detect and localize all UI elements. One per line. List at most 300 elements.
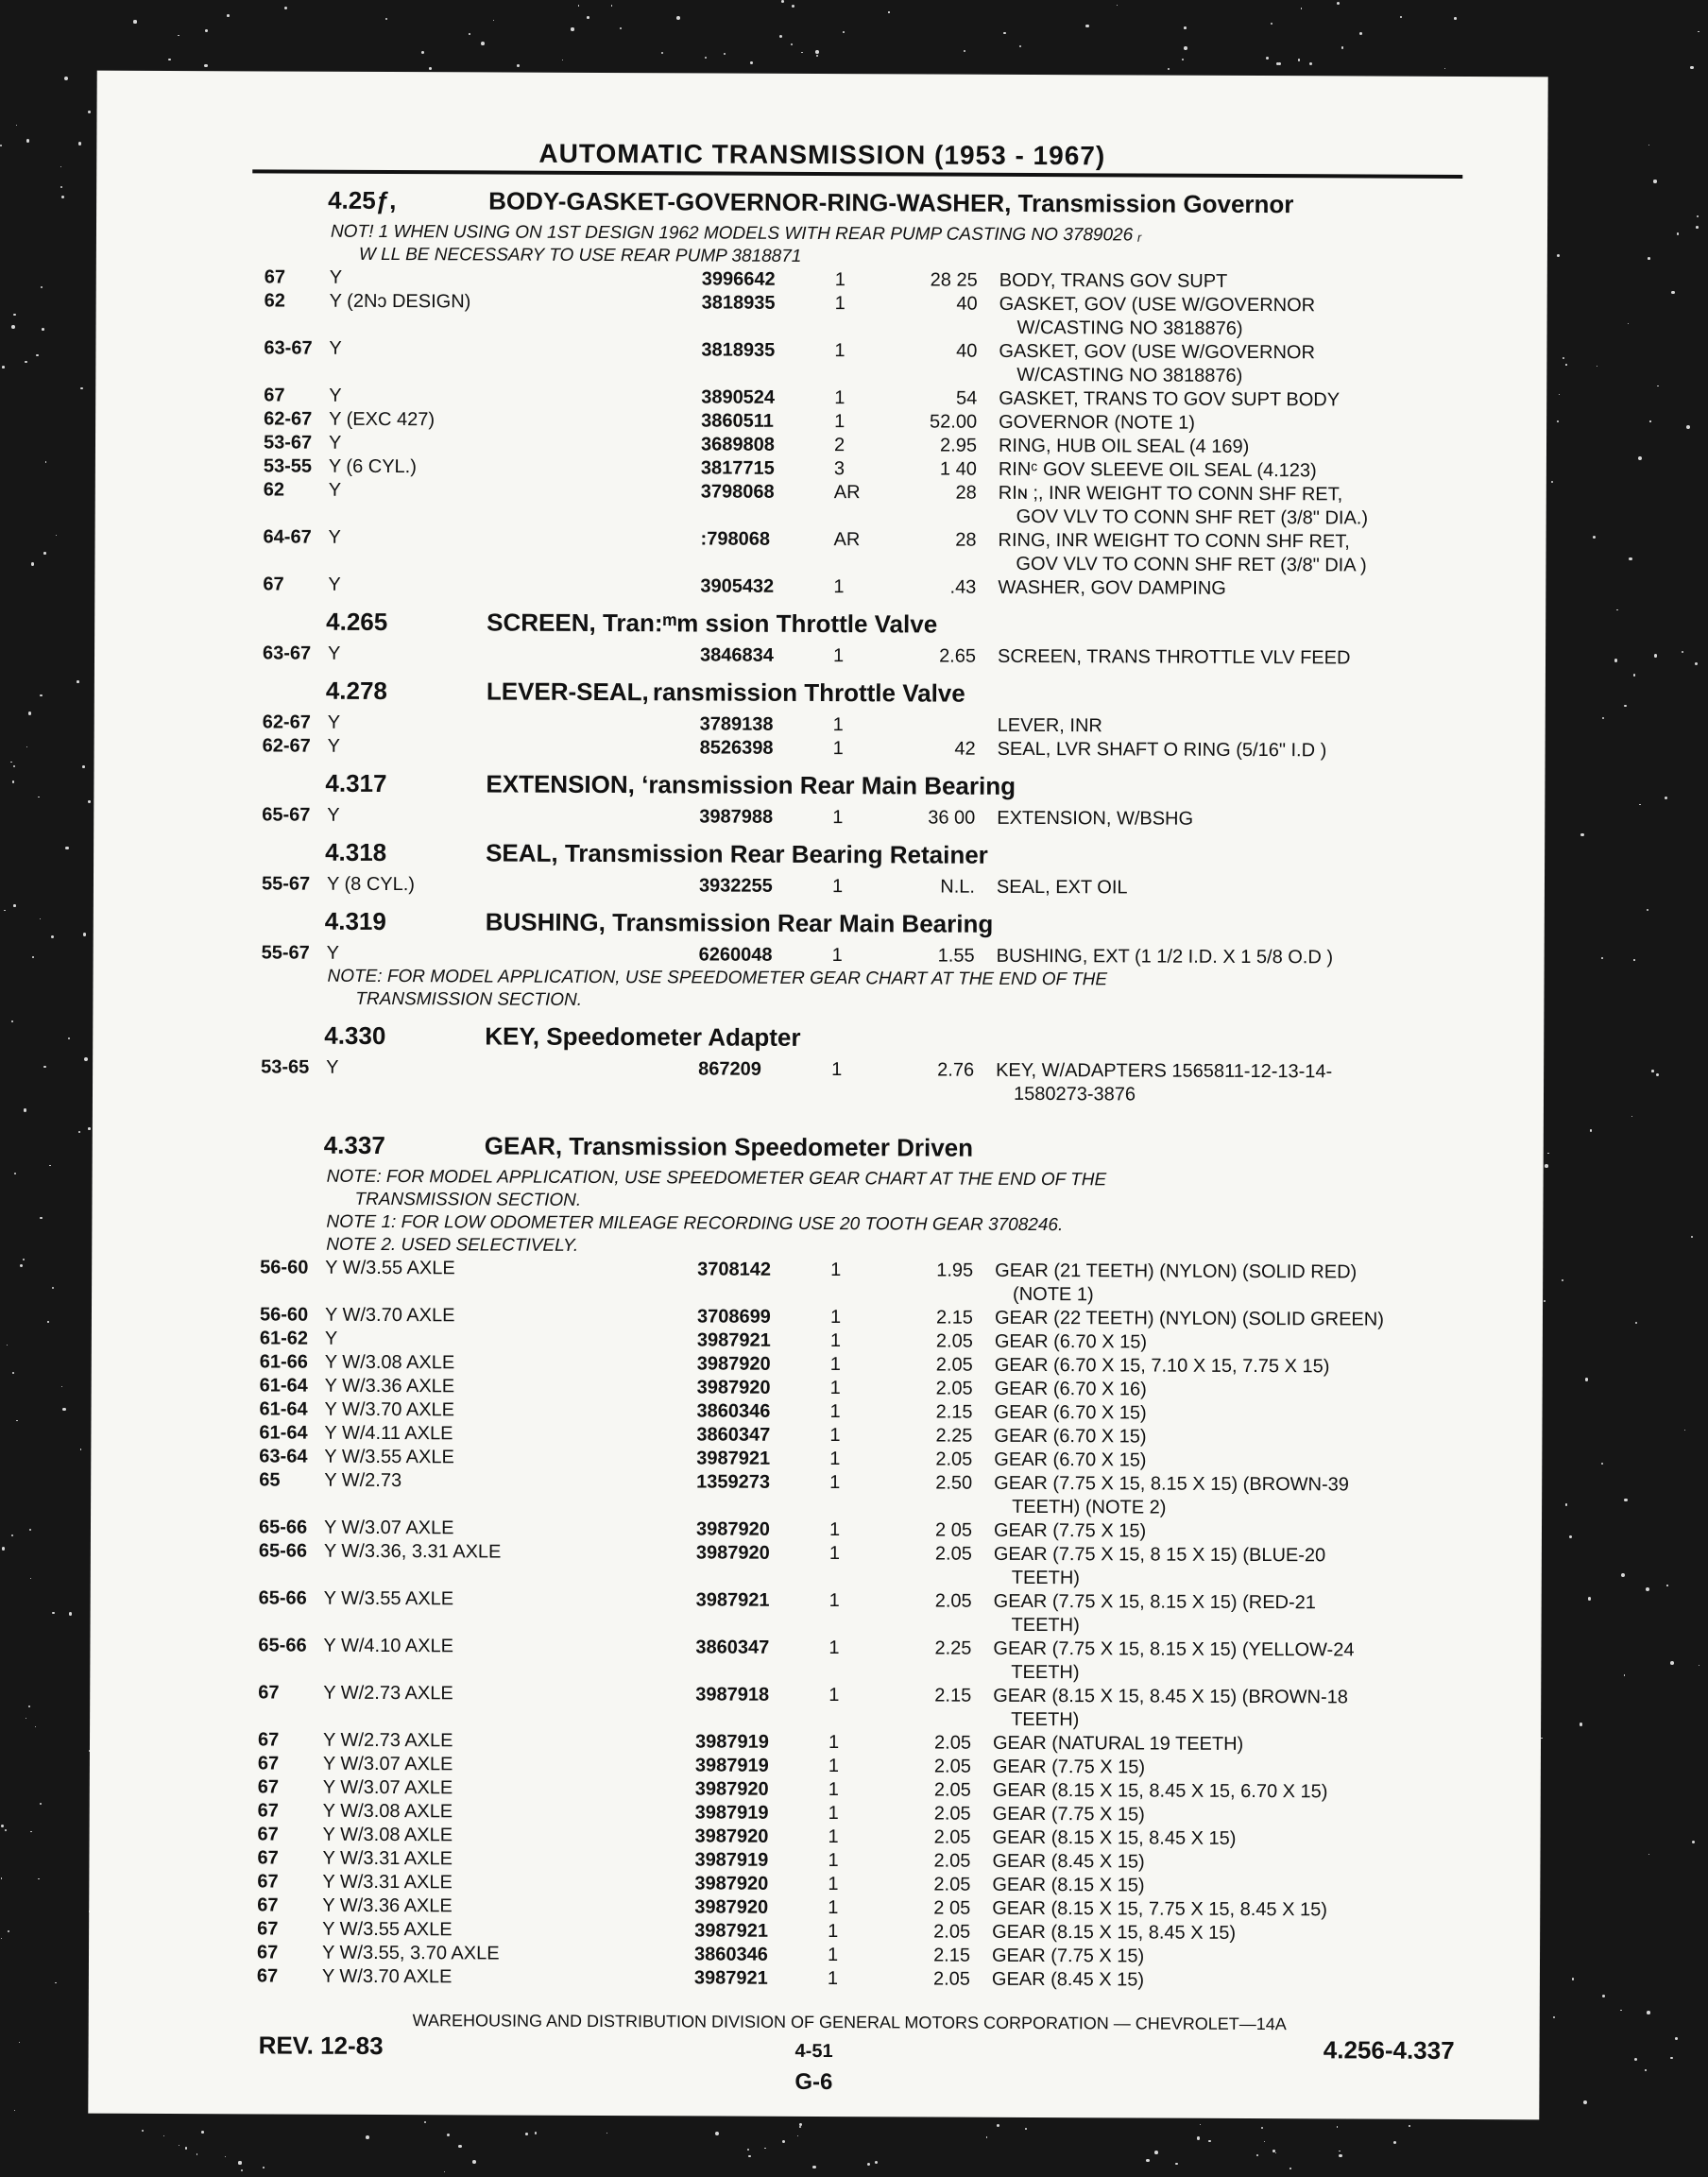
part-number: 3987920 (694, 1778, 769, 1800)
application: Y W/3.70 AXLE (324, 1398, 455, 1421)
scan-noise-speck (1670, 1661, 1674, 1665)
description-cont: (NOTE 1) (1013, 1283, 1094, 1306)
scan-noise-speck (444, 2171, 445, 2172)
scan-noise-speck (1271, 23, 1272, 25)
scan-noise-speck (26, 139, 29, 142)
scan-noise-speck (43, 1066, 45, 1068)
description-cont: TEETH) (1011, 1614, 1080, 1637)
part-number: 3987920 (694, 1873, 769, 1894)
scan-noise-speck (867, 2163, 870, 2166)
application: Y W/3.70 AXLE (321, 1965, 453, 1988)
application: Y W/2.73 AXLE (323, 1682, 453, 1705)
scan-noise-speck (1175, 2163, 1177, 2165)
scan-noise-speck (1168, 68, 1170, 70)
scan-noise-speck (1569, 1535, 1572, 1538)
quantity: 1 (830, 1260, 842, 1281)
part-number: 3846834 (699, 644, 774, 666)
part-number: 3987920 (695, 1518, 770, 1540)
year-range: 62-67 (262, 735, 311, 757)
scan-noise-speck (1665, 797, 1667, 799)
quantity: 1 (831, 945, 843, 967)
part-number: 3860347 (695, 1637, 770, 1658)
price: 2.25 (934, 1637, 972, 1659)
part-number: 8526398 (699, 737, 774, 759)
price: 2 05 (933, 1897, 971, 1919)
price: 2.15 (933, 1945, 971, 1966)
price: 2.15 (935, 1401, 973, 1423)
price: 2.05 (934, 1732, 972, 1754)
scan-noise-speck (168, 59, 170, 60)
section-heading (261, 1123, 1560, 1171)
scan-noise-speck (1646, 1587, 1649, 1591)
scan-noise-speck (661, 52, 663, 54)
scan-noise-speck (60, 166, 61, 167)
scan-noise-speck (1, 1938, 3, 1940)
year-range: 61-64 (259, 1375, 308, 1397)
scan-noise-speck (32, 956, 34, 958)
scan-noise-speck (69, 1612, 73, 1616)
scan-noise-speck (1553, 2016, 1555, 2018)
description: BODY, TRANS GOV SUPT (999, 269, 1228, 292)
description: RIɴ ;, INR WEIGHT TO CONN SHF RET, (998, 482, 1343, 506)
scan-noise-speck (16, 125, 18, 127)
table-row (263, 525, 1562, 578)
application: Y W/3.55, 3.70 AXLE (321, 1942, 500, 1964)
part-number: 3818935 (701, 339, 776, 361)
year-range: 67 (258, 1682, 280, 1704)
scan-noise-speck (472, 2160, 476, 2164)
year-range: 62-67 (262, 711, 311, 733)
scan-noise-speck (31, 562, 35, 566)
price: 2.05 (933, 1921, 971, 1943)
description: GEAR (8.15 X 15, 7.75 X 15, 8.45 X 15) (992, 1897, 1327, 1921)
description-cont: TEETH) (1011, 1661, 1080, 1684)
quantity: 1 (828, 1826, 839, 1848)
scan-noise-speck (606, 2133, 607, 2134)
application: Y (329, 337, 342, 359)
scan-noise-speck (1666, 1585, 1667, 1586)
year-range: 63-67 (262, 643, 312, 664)
scan-noise-speck (5, 1829, 7, 1831)
scan-noise-speck (1278, 62, 1281, 65)
section-title: EXTENSION, ‘ransmission Rear Main Bearing (486, 769, 1016, 800)
quantity: AR (833, 529, 861, 551)
scan-noise-speck (35, 1726, 36, 1727)
scan-noise-speck (1686, 425, 1690, 429)
year-range: 67 (257, 1824, 279, 1845)
part-number: 3987921 (694, 1920, 769, 1942)
scan-noise-speck (43, 552, 45, 554)
scan-noise-speck (571, 27, 573, 30)
scan-noise-speck (55, 1982, 56, 1983)
quantity: 1 (834, 411, 845, 433)
description: GEAR (7.75 X 15, 8 15 X 15) (BLUE-20 (993, 1543, 1326, 1567)
application: Y W/3.08 AXLE (322, 1800, 453, 1823)
scan-noise-speck (1393, 2141, 1396, 2144)
scan-noise-speck (1629, 557, 1632, 561)
part-number: 3708142 (697, 1259, 772, 1280)
footer-section-range: 4.256-4.337 (1323, 2035, 1455, 2065)
scan-noise-speck (61, 1386, 62, 1387)
scan-noise-speck (676, 16, 680, 20)
scan-noise-speck (11, 1020, 13, 1022)
part-number: 3987920 (694, 1896, 769, 1918)
scan-noise-speck (1697, 215, 1699, 217)
scan-noise-speck (40, 918, 41, 919)
year-range: 67 (257, 1800, 279, 1822)
scan-noise-speck (10, 762, 12, 763)
price: 1.95 (936, 1260, 974, 1281)
scan-noise-speck (227, 14, 230, 17)
part-number: 3987919 (694, 1849, 769, 1871)
price: 2.05 (933, 1850, 971, 1872)
scan-noise-speck (1601, 957, 1603, 959)
scan-noise-speck (12, 1372, 14, 1374)
note-text: NOTE 1: FOR LOW ODOMETER MILEAGE RECORDING USE 20 TOOTH GEAR 3708246. (326, 1211, 1064, 1236)
application: Y (EXC 427) (329, 408, 436, 431)
section-title: BUSHING, Transmission Rear Main Bearing (485, 907, 994, 938)
description: GOVERNOR (NOTE 1) (999, 411, 1195, 434)
section-heading (262, 831, 1561, 878)
price: 2.05 (933, 1874, 971, 1895)
year-range: 65 (259, 1469, 281, 1491)
scan-noise-speck (1647, 909, 1648, 911)
scan-noise-speck (1691, 1236, 1694, 1239)
application: Y (328, 574, 341, 595)
scan-noise-speck (1580, 833, 1584, 837)
quantity: 1 (829, 1448, 841, 1470)
scan-noise-speck (2, 1547, 6, 1551)
scan-noise-speck (205, 29, 208, 32)
scan-noise-speck (1651, 1070, 1654, 1072)
application: Y W/3.08 AXLE (322, 1824, 453, 1846)
scan-noise-speck (49, 1165, 51, 1167)
price: 52.00 (929, 411, 978, 433)
scan-noise-speck (40, 694, 43, 697)
scan-noise-speck (62, 1408, 65, 1411)
section-heading (263, 669, 1562, 716)
scan-noise-speck (1638, 456, 1642, 460)
description: GEAR (NATURAL 19 TEETH) (992, 1732, 1244, 1755)
scan-noise-speck (61, 196, 64, 198)
section-title-cont: ransmission Throttle Valve (652, 677, 965, 708)
scan-noise-speck (964, 50, 966, 53)
scan-noise-speck (1684, 1430, 1685, 1431)
scan-noise-speck (997, 2124, 999, 2127)
scan-noise-speck (1, 1825, 4, 1827)
year-range: 65-66 (258, 1517, 308, 1538)
scan-noise-speck (1025, 2128, 1027, 2130)
scan-noise-speck (1634, 2058, 1637, 2061)
scan-noise-speck (88, 1127, 91, 1130)
price: 42 (954, 738, 976, 760)
section-number: 4.319 (324, 906, 386, 936)
scan-noise-speck (225, 2156, 226, 2157)
scan-noise-speck (1208, 2140, 1211, 2143)
application: Y (2Nɔ DESIGN) (329, 290, 471, 313)
section-number: 4.317 (325, 768, 387, 798)
scan-noise-speck (1580, 1723, 1583, 1726)
page-title: AUTOMATIC TRANSMISSION (1953 - 1967) (538, 138, 1106, 171)
scan-noise-speck (83, 933, 87, 936)
part-number: 3987920 (696, 1353, 771, 1375)
description: GEAR (6.70 X 15, 7.10 X 15, 7.75 X 15) (994, 1354, 1330, 1378)
scan-noise-speck (1184, 26, 1187, 29)
section-title: GEAR, Transmission Speedometer Driven (484, 1131, 974, 1162)
scan-noise-speck (1266, 57, 1269, 60)
year-range: 67 (257, 1871, 279, 1893)
quantity: 1 (828, 1543, 841, 1565)
scan-noise-speck (578, 5, 579, 6)
description-cont: GOV VLV TO CONN SHF RET (3/8" DIA ) (1016, 553, 1367, 576)
description: RING, HUB OIL SEAL (4 169) (998, 435, 1250, 457)
quantity: 1 (828, 1685, 840, 1706)
price: 2.05 (935, 1354, 973, 1376)
part-number: 3987919 (694, 1755, 769, 1776)
scan-noise-speck (1690, 66, 1693, 69)
scan-noise-speck (13, 765, 15, 767)
scan-noise-speck (56, 535, 57, 536)
scan-noise-speck (587, 16, 589, 19)
price: 2.05 (933, 1779, 971, 1801)
scan-noise-speck (779, 35, 782, 38)
description: GEAR (8.15 X 15, 8.45 X 15, 6.70 X 15) (992, 1779, 1328, 1803)
scan-noise-speck (263, 2167, 265, 2168)
scan-noise-speck (1565, 364, 1567, 366)
scan-noise-speck (1590, 1129, 1592, 1131)
section-number: 4.330 (324, 1020, 386, 1051)
description-cont: W/CASTING NO 3818876) (1016, 364, 1243, 386)
scan-noise-speck (23, 1259, 25, 1260)
year-range: 55-67 (261, 942, 310, 964)
description: GEAR (21 TEETH) (NYLON) (SOLID RED) (995, 1260, 1358, 1283)
scan-noise-speck (815, 50, 819, 54)
quantity: 1 (829, 1401, 841, 1423)
scan-noise-speck (1698, 31, 1699, 32)
price: 2 05 (935, 1519, 973, 1541)
part-number: 3987921 (693, 1967, 768, 1989)
application: Y W/3.55 AXLE (323, 1587, 454, 1610)
scan-noise-speck (429, 67, 432, 70)
document-page (88, 71, 1547, 2120)
scan-noise-speck (611, 5, 613, 7)
scan-noise-speck (142, 2130, 145, 2133)
section-heading (263, 600, 1562, 647)
year-range: 67 (257, 1753, 280, 1774)
scan-noise-speck (1682, 651, 1683, 653)
application: Y (327, 643, 341, 664)
table-row (259, 1468, 1558, 1521)
scan-noise-speck (1275, 2152, 1276, 2153)
price: .43 (949, 576, 977, 598)
year-range: 67 (256, 1942, 279, 1963)
description: WASHER, GOV DAMPING (998, 576, 1226, 599)
application: Y (327, 711, 341, 733)
scan-noise-speck (1182, 59, 1184, 60)
scan-noise-speck (1583, 2100, 1587, 2104)
quantity: 3 (833, 458, 845, 480)
application: Y W/3.36, 3.31 AXLE (323, 1540, 502, 1563)
description: GEAR (7.75 X 15) (993, 1519, 1147, 1542)
year-range: 67 (257, 1894, 279, 1916)
scan-noise-speck (28, 711, 31, 714)
scan-noise-speck (797, 2135, 798, 2136)
part-number: 3932255 (698, 875, 773, 897)
application: Y (326, 1056, 339, 1078)
scan-noise-speck (1649, 420, 1650, 421)
scan-noise-speck (1085, 25, 1088, 27)
year-range: 61-64 (259, 1422, 308, 1444)
quantity: 1 (834, 340, 845, 362)
scan-noise-speck (1631, 1116, 1632, 1117)
note-text: TRANSMISSION SECTION. (354, 1189, 582, 1210)
part-number: 3987920 (696, 1377, 771, 1398)
scan-noise-speck (196, 2153, 198, 2155)
scan-noise-speck (1339, 2154, 1341, 2157)
scan-noise-speck (535, 2132, 537, 2134)
quantity: 1 (829, 1330, 842, 1352)
scan-noise-speck (724, 53, 726, 55)
scan-noise-speck (1635, 1322, 1637, 1324)
scan-noise-speck (77, 680, 79, 683)
scan-noise-speck (52, 1612, 55, 1615)
price: N.L. (940, 876, 976, 898)
scan-noise-speck (78, 142, 82, 146)
scan-noise-speck (52, 1287, 54, 1289)
scan-noise-speck (1593, 536, 1596, 539)
scan-noise-speck (51, 935, 54, 938)
scan-noise-speck (1648, 1854, 1649, 1855)
scan-noise-speck (1444, 68, 1445, 69)
scan-noise-speck (20, 1264, 23, 1267)
quantity: 1 (829, 1307, 842, 1328)
scan-noise-speck (1184, 46, 1187, 50)
quantity: 1 (828, 1803, 839, 1825)
scan-noise-speck (816, 55, 818, 57)
scan-noise-speck (84, 1057, 88, 1061)
scan-noise-speck (2, 366, 5, 369)
scan-noise-speck (812, 2166, 816, 2169)
scan-noise-speck (1572, 1978, 1574, 1980)
application: Y (328, 432, 342, 454)
scan-noise-speck (80, 1448, 82, 1450)
quantity: 1 (833, 576, 845, 598)
part-number: 3987919 (694, 1731, 769, 1753)
price: 54 (955, 387, 978, 409)
section-number: 4.25ƒ, (328, 185, 397, 215)
year-range: 65-66 (258, 1540, 308, 1562)
section-number: 4.278 (325, 676, 388, 706)
scan-noise-speck (1341, 46, 1344, 49)
price: 2.05 (935, 1330, 973, 1352)
application: Y W/3.31 AXLE (322, 1847, 453, 1870)
quantity: 1 (829, 1472, 841, 1494)
scan-noise-speck (1, 1877, 3, 1879)
scan-noise-speck (747, 2149, 749, 2151)
scan-noise-speck (1272, 2150, 1275, 2152)
part-number: 3798068 (700, 481, 775, 503)
scan-noise-speck (1019, 45, 1021, 47)
quantity: 1 (828, 1779, 839, 1801)
application: Y W/3.07 AXLE (322, 1753, 453, 1775)
table-row (260, 1256, 1559, 1309)
scan-noise-speck (1117, 5, 1118, 6)
price: 28 25 (930, 269, 978, 291)
part-number: 3987921 (696, 1329, 771, 1351)
section-title: SEAL, Transmission Rear Bearing Retainer (486, 838, 988, 869)
scan-noise-speck (0, 145, 2, 146)
price: 2.15 (934, 1685, 972, 1706)
description: GEAR (6.70 X 16) (994, 1378, 1147, 1400)
description: RINᶜ GOV SLEEVE OIL SEAL (4.123) (998, 458, 1317, 482)
application: Y (6 CYL.) (328, 455, 417, 478)
scan-noise-speck (68, 1037, 70, 1039)
scan-noise-speck (481, 42, 485, 45)
scan-noise-speck (16, 1420, 18, 1422)
year-range: 62-67 (264, 408, 313, 430)
scan-noise-speck (1645, 2069, 1646, 2070)
note-text: NOT! 1 WHEN USING ON 1ST DESIGN 1962 MODELS WITH REAR PUMP CASTING NO 3789026 ᵣ (330, 221, 1142, 246)
year-range: 67 (257, 1776, 280, 1798)
description: GEAR (7.75 X 15, 8.15 X 15) (RED-21 (993, 1590, 1316, 1614)
scan-noise-speck (11, 325, 15, 329)
part-number: 3987921 (696, 1448, 771, 1469)
description-cont: W/CASTING NO 3818876) (1016, 317, 1243, 339)
price: 28 (955, 529, 977, 551)
part-number: 3818935 (701, 292, 776, 314)
year-range: 62 (263, 479, 285, 501)
scan-noise-speck (1633, 674, 1636, 677)
section-title: KEY, Speedometer Adapter (485, 1021, 801, 1052)
price: 40 (956, 293, 978, 315)
price: 36 00 (928, 807, 976, 829)
application: Y W/4.11 AXLE (324, 1422, 453, 1445)
scan-noise-speck (525, 2133, 528, 2135)
note-text: NOTE: FOR MODEL APPLICATION, USE SPEEDOMETER GEAR CHART AT THE END OF THE (327, 966, 1108, 990)
scan-noise-speck (1197, 2136, 1200, 2139)
scan-noise-speck (30, 1578, 32, 1580)
scan-noise-speck (1562, 1279, 1564, 1282)
description-cont: TEETH) (NOTE 2) (1012, 1496, 1167, 1518)
scan-noise-speck (1400, 16, 1402, 18)
scan-noise-speck (1624, 1674, 1625, 1675)
scan-noise-speck (204, 64, 207, 67)
scan-noise-speck (11, 1534, 13, 1536)
part-number: :798068 (700, 528, 771, 550)
year-range: 67 (264, 266, 286, 288)
part-number: 3860511 (701, 410, 774, 432)
section-heading (262, 900, 1561, 947)
scan-noise-speck (60, 186, 62, 188)
scan-noise-speck (241, 2169, 243, 2171)
scan-noise-speck (1585, 1378, 1589, 1381)
scan-noise-speck (1647, 2011, 1650, 2014)
scan-noise-speck (705, 57, 708, 60)
table-row (261, 1055, 1560, 1108)
scan-noise-speck (715, 2132, 719, 2135)
footer-page-number: 4-51 (794, 2040, 833, 2063)
scan-noise-speck (1692, 1841, 1695, 1843)
scan-noise-speck (1648, 257, 1650, 260)
year-range: 53-67 (263, 432, 313, 454)
scan-noise-speck (1695, 662, 1699, 666)
scan-noise-speck (41, 286, 43, 288)
scan-noise-speck (1675, 2037, 1678, 2040)
quantity: 1 (828, 1897, 839, 1919)
scan-noise-speck (1146, 2159, 1150, 2163)
application: Y W/4.10 AXLE (323, 1635, 453, 1657)
quantity: 1 (829, 1378, 841, 1399)
